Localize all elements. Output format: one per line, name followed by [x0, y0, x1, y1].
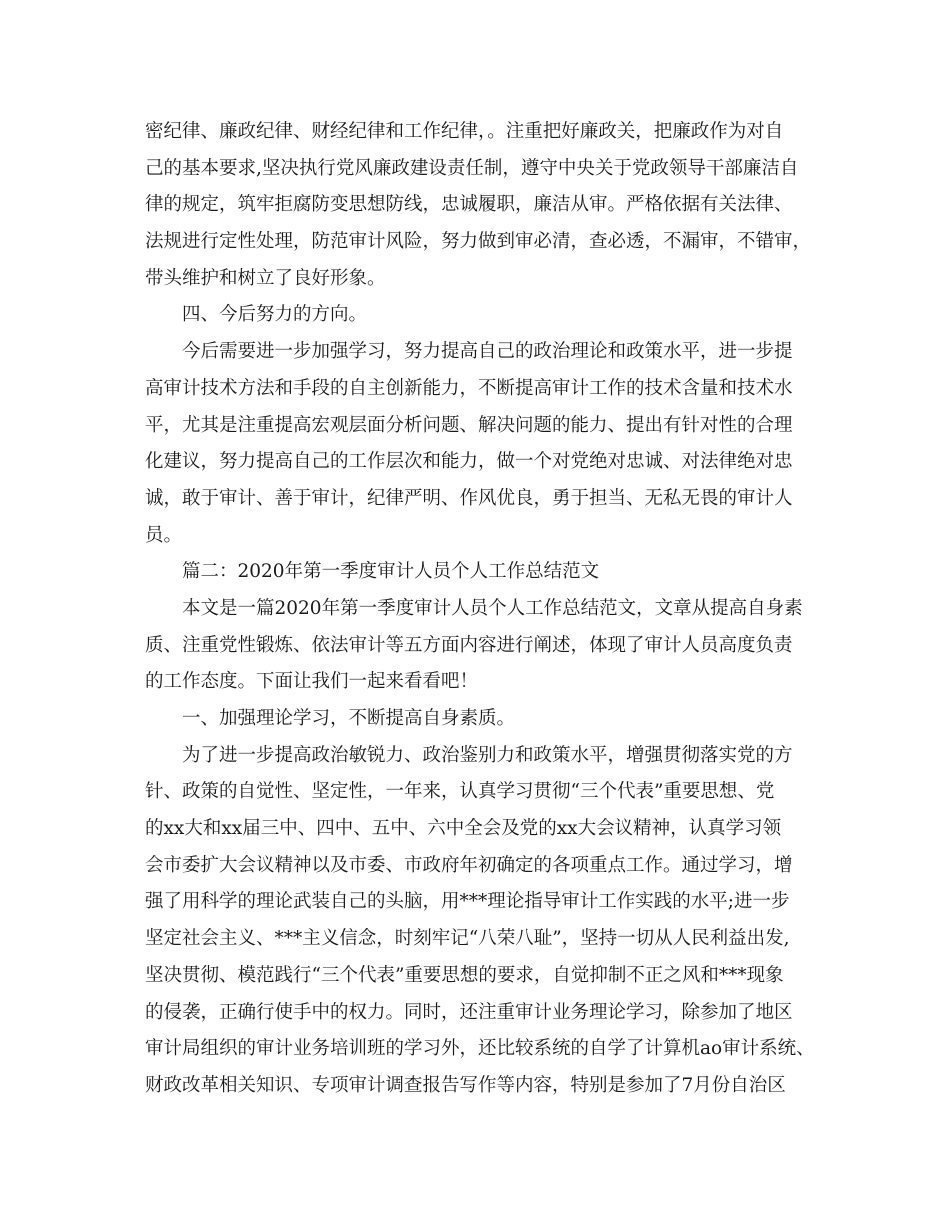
text-line: 质、注重党性锻炼、依法审计等五方面内容进行阐述，体现了审计人员高度负责 [145, 634, 793, 656]
text-line: 己的基本要求,坚决执行党风廉政建设责任制，遵守中央关于党政领导干部廉洁自 [145, 157, 799, 179]
text-line: 审计局组织的审计业务培训班的学习外，还比较系统的自学了计算机ao审计系统、 [145, 1038, 815, 1060]
document-body [145, 114, 815, 1105]
text-line: 为了进一步提高政治敏锐力、政治鉴别力和政策水平，增强贯彻落实党的方 [182, 744, 793, 766]
text-line: 今后需要进一步加强学习，努力提高自己的政治理论和政策水平，进一步提 [182, 341, 793, 363]
text-line: 针、政策的自觉性、坚定性，一年来，认真学习贯彻“三个代表”重要思想、党 [145, 781, 775, 803]
text-line: 平，尤其是注重提高宏观层面分析问题、解决问题的能力、提出有针对性的合理 [145, 414, 793, 436]
text-line: 强了用科学的理论武装自己的头脑，用***理论指导审计工作实践的水平;进一步 [145, 891, 790, 913]
text-line: 坚决贯彻、模范践行“三个代表”重要思想的要求，自觉抑制不正之风和***现象 [145, 964, 784, 986]
text-line: 会市委扩大会议精神以及市委、市政府年初确定的各项重点工作。通过学习，增 [145, 854, 793, 876]
text-line: 带头维护和树立了良好形象。 [145, 267, 386, 289]
text-line: 法规进行定性处理，防范审计风险，努力做到审必清，查必透，不漏审，不错审， [145, 231, 812, 253]
text-line: 四、今后努力的方向。 [182, 304, 368, 326]
text-line: 的侵袭，正确行使手中的权力。同时，还注重审计业务理论学习，除参加了地区 [145, 1001, 793, 1023]
text-line: 本文是一篇2020年第一季度审计人员个人工作总结范文，文章从提高自身素 [182, 597, 803, 619]
text-line: 的工作态度。下面让我们一起来看看吧！ [145, 671, 479, 693]
text-line: 高审计技术方法和手段的自主创新能力，不断提高审计工作的技术含量和技术水 [145, 377, 793, 399]
text-line: 诚，敢于审计、善于审计，纪律严明、作风优良，勇于担当、无私无畏的审计人 [145, 487, 793, 509]
text-line: 篇二：2020年第一季度审计人员个人工作总结范文 [182, 561, 600, 583]
text-line: 的xx大和xx届三中、四中、五中、六中全会及党的xx大会议精神，认真学习领 [145, 818, 782, 840]
text-line: 员。 [145, 524, 183, 546]
text-line: 一、加强理论学习，不断提高自身素质。 [182, 708, 516, 729]
text-line: 坚定社会主义、***主义信念，时刻牢记“八荣八耻”，坚持一切从人民利益出发, [145, 928, 790, 950]
text-line: 财政改革相关知识、专项审计调查报告写作等内容，特别是参加了7月份自治区 [145, 1074, 786, 1096]
text-line: 律的规定，筑牢拒腐防变思想防线，忠诚履职，廉洁从审。严格依据有关法律、 [145, 194, 793, 216]
text-line: 密纪律、廉政纪律、财经纪律和工作纪律，。注重把好廉政关，把廉政作为对自 [145, 121, 784, 142]
text-line: 化建议，努力提高自己的工作层次和能力，做一个对党绝对忠诚、对法律绝对忠 [145, 451, 793, 473]
